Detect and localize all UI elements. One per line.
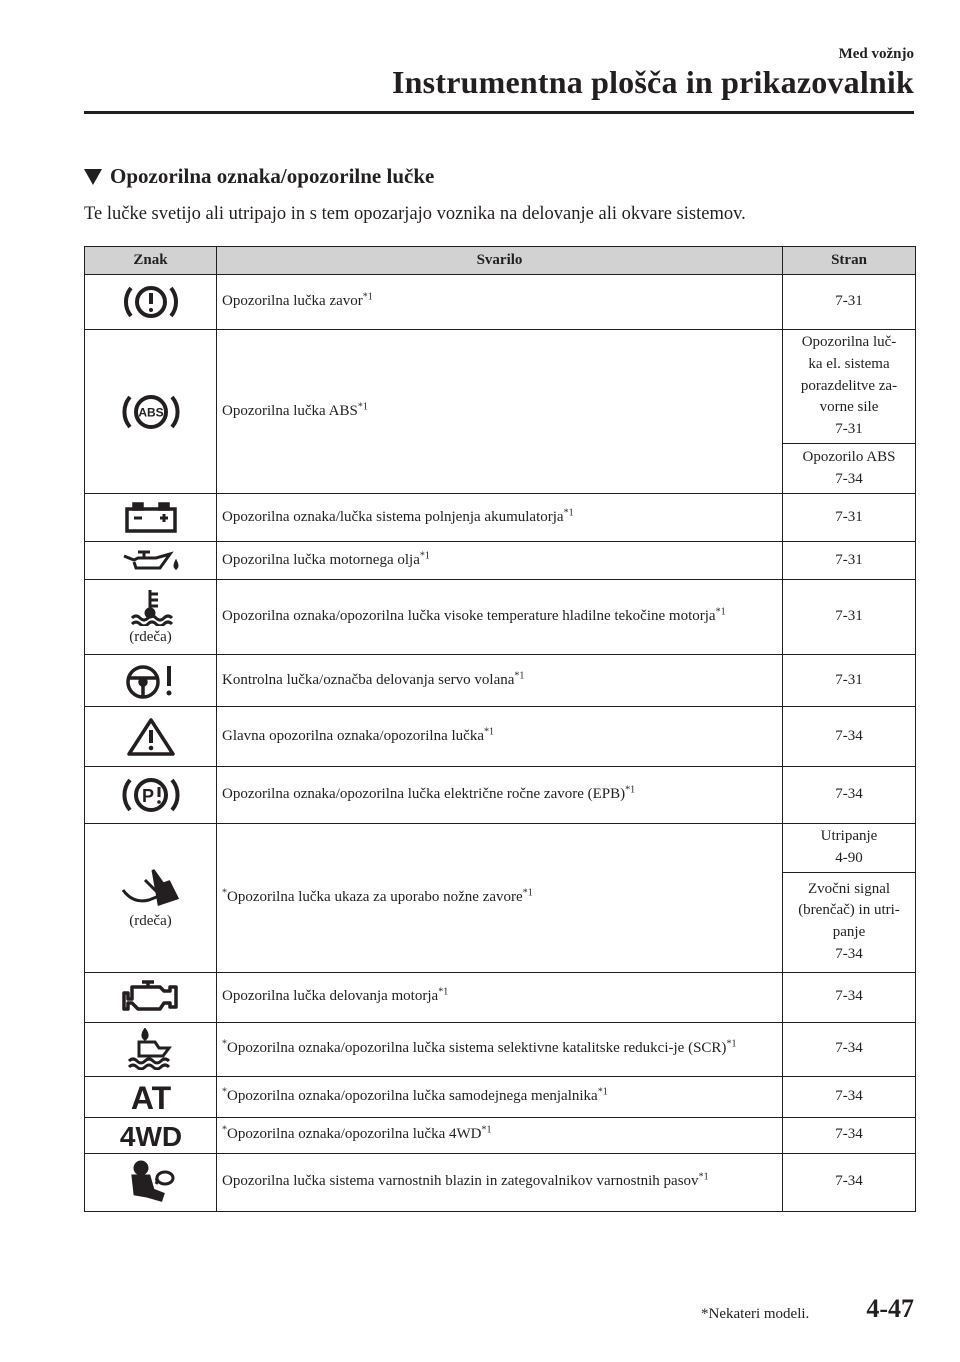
engine-icon [120, 979, 182, 1015]
symbol-cell [85, 824, 217, 973]
table-row [85, 1022, 916, 1076]
description-cell: Kontrolna lučka/označba delovanja servo volana$^{*1}$ [217, 655, 783, 707]
page-cell: Utripanje 4-90 [783, 824, 916, 873]
section-title: Opozorilna oznaka/opozorilne lučke [110, 164, 435, 188]
section-heading [84, 164, 434, 189]
symbol-cell [85, 1153, 217, 1211]
abs-warning-icon [120, 390, 182, 434]
description-cell: *Opozorilna oznaka/opozorilna lučka samodejnega menjalnika$^{*1}$ [217, 1076, 783, 1117]
page-cell: 7-34 [783, 972, 916, 1022]
description-cell: Opozorilna oznaka/lučka sistema polnjenja akumulatorja$^{*1}$ [217, 494, 783, 542]
4wd-icon [111, 1121, 191, 1149]
symbol-cell [85, 1022, 217, 1076]
page-cell: 7-34 [783, 1117, 916, 1153]
oil-can-icon [120, 548, 182, 574]
table-row [85, 767, 916, 824]
table-row [85, 494, 916, 542]
running-header-section: Med vožnjo [838, 46, 914, 62]
page-cell: 7-31 [783, 494, 916, 542]
page-cell: Opozorilna luč- ka el. sistema porazdelitve za- vorne sile 7-31 [783, 330, 916, 444]
symbol-cell [85, 1076, 217, 1117]
table-row [85, 330, 916, 444]
page-cell: 7-31 [783, 542, 916, 580]
page-cell: 7-31 [783, 580, 916, 655]
down-triangle-icon [84, 169, 102, 185]
symbol-cell [85, 494, 217, 542]
page-cell: 7-31 [783, 655, 916, 707]
page-number: 4-47 [866, 1294, 914, 1323]
symbol-cell [85, 655, 217, 707]
description-cell: Opozorilna lučka delovanja motorja$^{*1}$ [217, 972, 783, 1022]
description-cell: *Opozorilna oznaka/opozorilna lučka sistema selektivne katalitske redukci-je (SCR)$^{*1}$ [217, 1022, 783, 1076]
symbol-cell [85, 972, 217, 1022]
page-cell: 7-34 [783, 1076, 916, 1117]
intro-text: Te lučke svetijo ali utripajo in s tem opozarjajo voznika na delovanje ali okvare sistemov. [84, 204, 746, 224]
page-cell: 7-34 [783, 767, 916, 824]
table-row [85, 707, 916, 767]
svg-text:P: P [141, 786, 154, 806]
header-indicator: Svarilo [217, 247, 783, 275]
electric-parking-brake-icon [120, 773, 182, 817]
description-cell: Glavna opozorilna oznaka/opozorilna lučka$^{*1}$ [217, 707, 783, 767]
color-note: (rdeča) [129, 629, 172, 645]
page-cell: 7-31 [783, 275, 916, 330]
symbol-cell [85, 330, 217, 494]
scr-fluid-icon [125, 1028, 177, 1070]
airbag-seatbelt-icon [123, 1160, 179, 1204]
header-page: Stran [783, 247, 916, 275]
description-cell: Opozorilna oznaka/opozorilna lučka visoke temperature hladilne tekočine motorja$^{*1}$ [217, 580, 783, 655]
table-row [85, 1076, 916, 1117]
header-rule [84, 111, 914, 114]
foot-brake-icon [119, 866, 183, 910]
table-row [85, 972, 916, 1022]
warning-lights-table [84, 246, 916, 1212]
symbol-cell [85, 580, 217, 655]
symbol-cell [85, 542, 217, 580]
table-row [85, 1153, 916, 1211]
table-row [85, 1117, 916, 1153]
svg-text:4WD: 4WD [119, 1121, 182, 1149]
description-cell: Opozorilna lučka zavor$^{*1}$ [217, 275, 783, 330]
symbol-cell [85, 1117, 217, 1153]
power-steering-icon [123, 662, 179, 700]
coolant-temperature-icon [128, 588, 174, 626]
table-row [85, 824, 916, 873]
page-cell: 7-34 [783, 1022, 916, 1076]
symbol-cell [85, 275, 217, 330]
page-cell: Zvočni signal (brenčač) in utri- panje 7-34 [783, 872, 916, 972]
table-row [85, 580, 916, 655]
master-warning-icon [125, 716, 177, 758]
symbol-cell [85, 707, 217, 767]
svg-text:ABS: ABS [137, 405, 164, 419]
description-cell: Opozorilna lučka sistema varnostnih blazin in zategovalnikov varnostnih pasov$^{*1}$ [217, 1153, 783, 1211]
table-row [85, 655, 916, 707]
description-cell: *Opozorilna lučka ukaza za uporabo nožne zavore$^{*1}$ [217, 824, 783, 973]
symbol-cell [85, 767, 217, 824]
description-cell: Opozorilna lučka motornega olja$^{*1}$ [217, 542, 783, 580]
brake-warning-icon [122, 282, 180, 322]
description-cell: Opozorilna lučka ABS$^{*1}$ [217, 330, 783, 494]
color-note: (rdeča) [129, 912, 172, 929]
battery-icon [123, 501, 179, 535]
description-cell: *Opozorilna oznaka/opozorilna lučka 4WD$^{*1}$ [217, 1117, 783, 1153]
table-row [85, 542, 916, 580]
description-cell: Opozorilna oznaka/opozorilna lučka električne ročne zavore (EPB)$^{*1}$ [217, 767, 783, 824]
page-cell: Opozorilo ABS 7-34 [783, 444, 916, 494]
footnote: *Nekateri modeli. [701, 1306, 810, 1322]
automatic-transmission-icon [121, 1081, 181, 1113]
table-row [85, 275, 916, 330]
svg-text:AT: AT [130, 1080, 171, 1113]
page-cell: 7-34 [783, 707, 916, 767]
header-sign: Znak [85, 247, 217, 275]
page-cell: 7-34 [783, 1153, 916, 1211]
table-header-row [85, 247, 916, 275]
running-header-title: Instrumentna plošča in prikazovalnik [392, 64, 914, 100]
